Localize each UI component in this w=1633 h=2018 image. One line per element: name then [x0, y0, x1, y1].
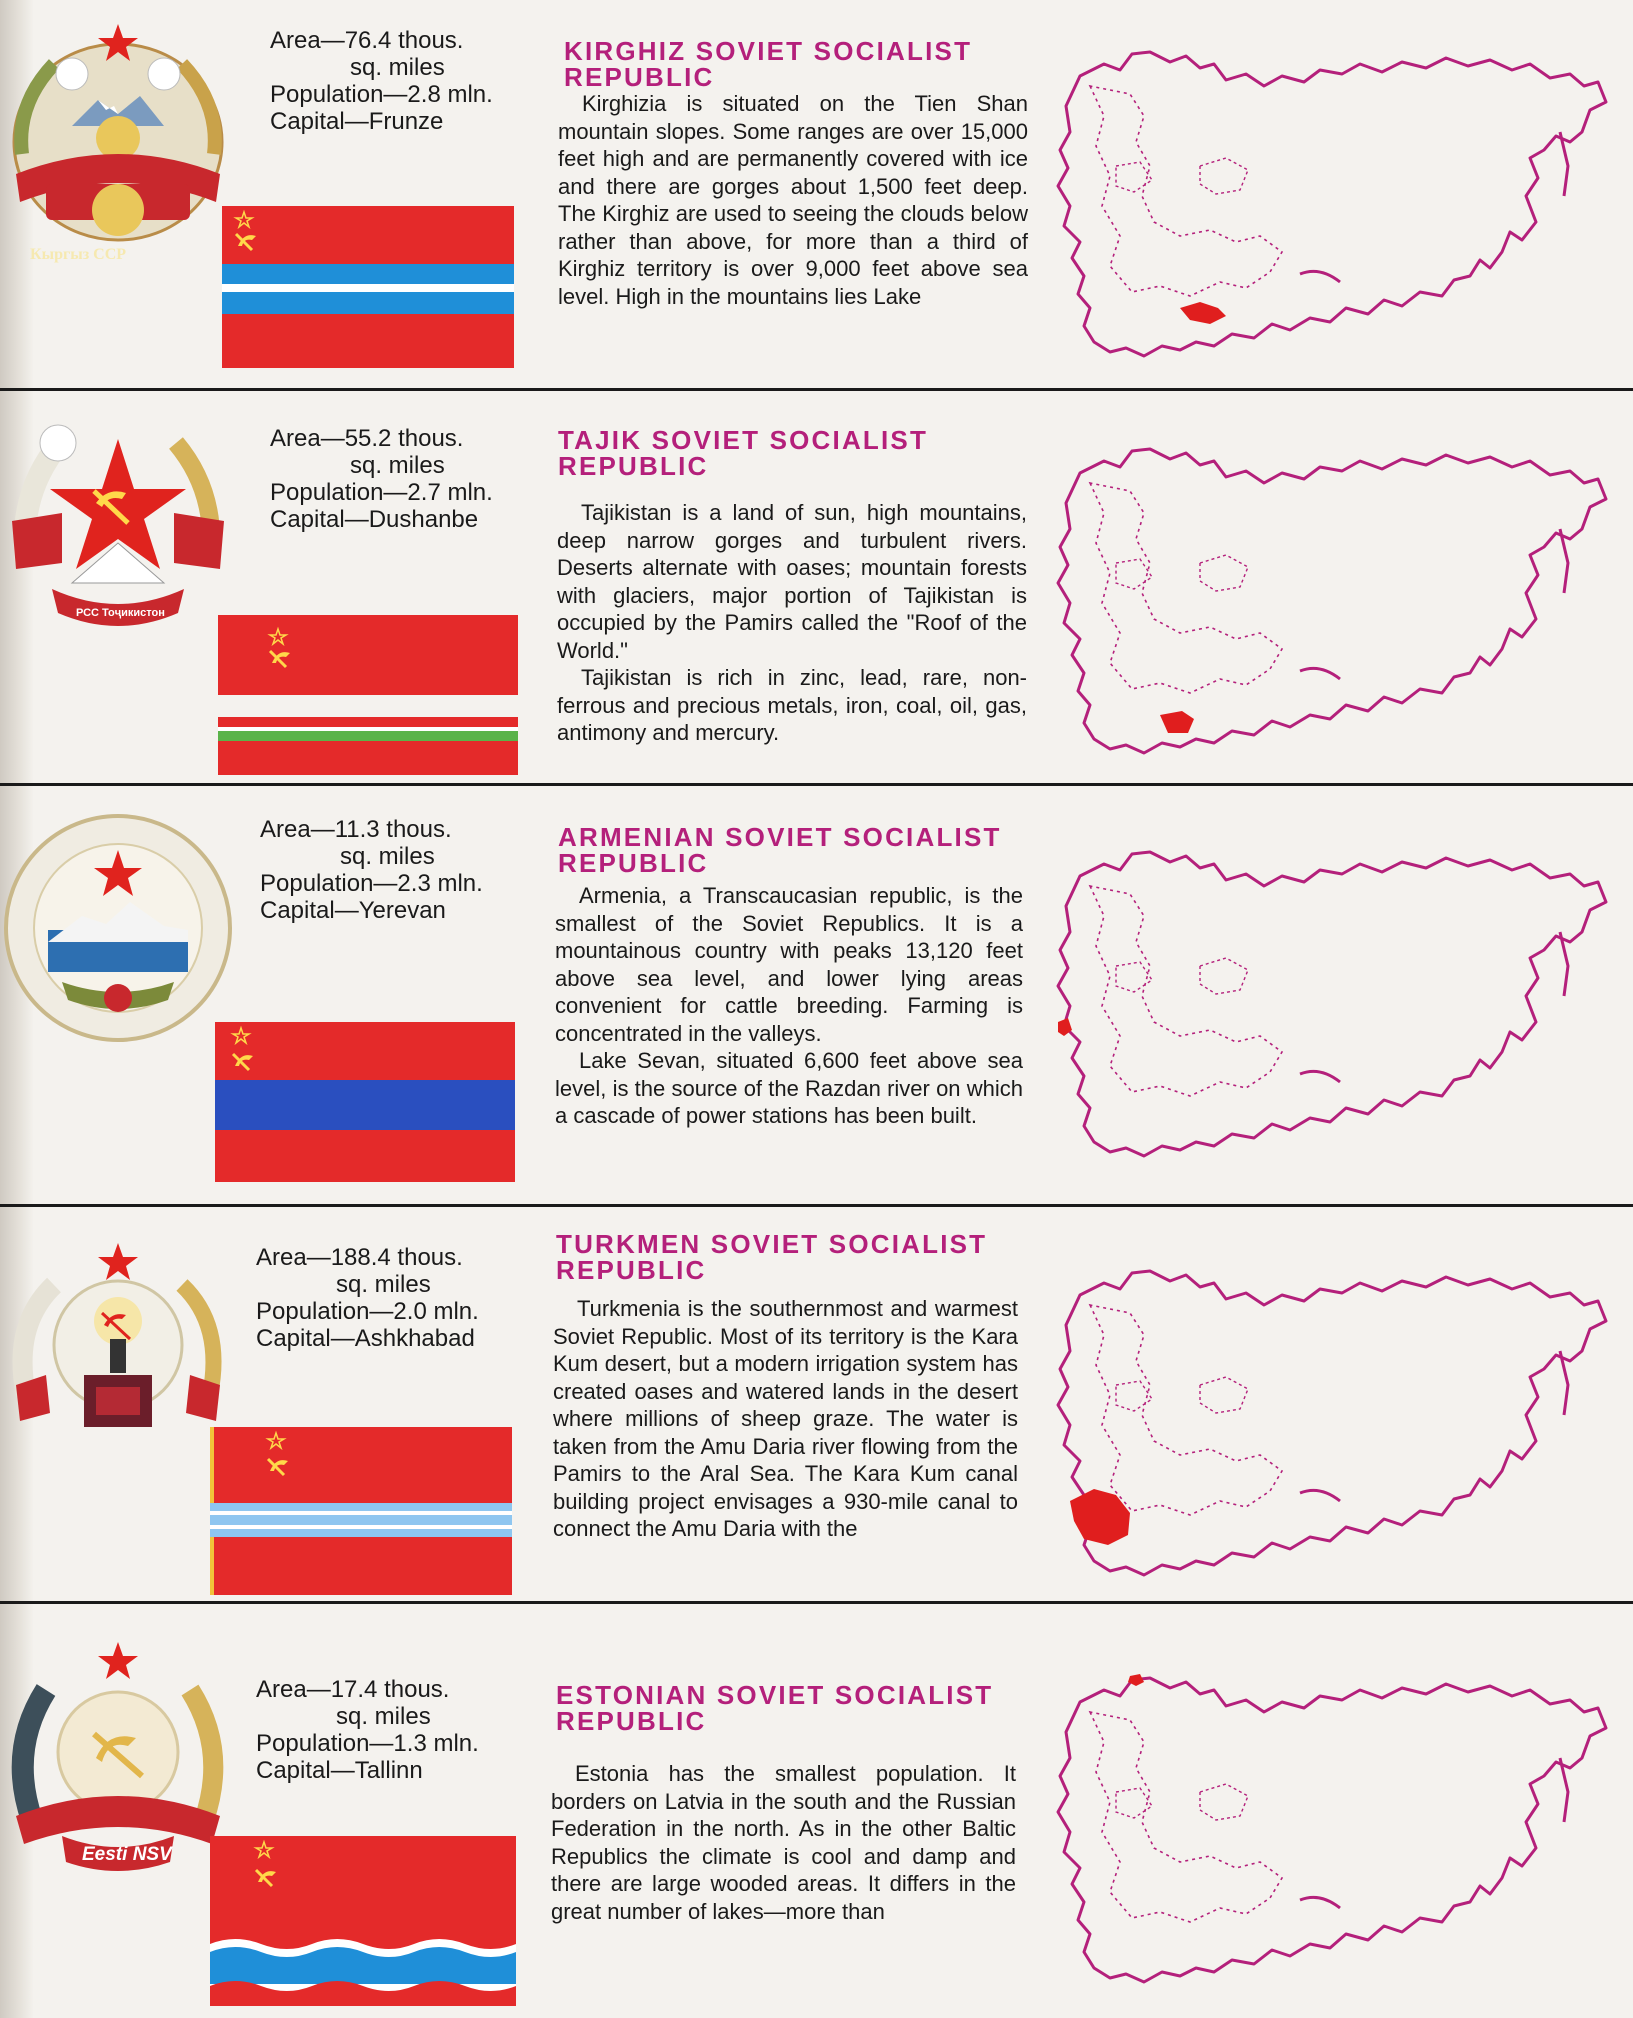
area-value: Area—76.4 thous. [270, 27, 464, 54]
tajik-emblem-motto: РСС Тоҷикистон [76, 607, 165, 619]
capital-value: Capital—Dushanbe [270, 506, 479, 533]
area-unit: sq. miles [340, 843, 435, 870]
heading-line-2: REPUBLIC [558, 848, 709, 878]
area-value: Area—55.2 thous. [270, 425, 464, 452]
tajik-heading [558, 427, 928, 479]
estonian-coat-of-arms-icon [2, 1640, 234, 1872]
population-value: Population—2.7 mln. [270, 479, 493, 506]
area-value: Area—17.4 thous. [256, 1676, 450, 1703]
capital-value: Capital—Tallinn [256, 1757, 423, 1784]
kirghiz-ssr-flag-icon [222, 206, 514, 368]
kirghiz-stats [270, 27, 493, 135]
kirghiz-description [558, 90, 1028, 310]
estonian-heading [556, 1682, 993, 1734]
ussr-map-tajik-highlight-icon [1050, 443, 1610, 763]
paragraph: Tajikistan is rich in zinc, lead, rare, non-ferrous and precious metals, iron, coal, oil, gas, antimony and mercury. [557, 665, 1027, 745]
population-value: Population—2.3 mln. [260, 870, 483, 897]
paragraph: Kirghizia is situated on the Tien Shan mountain slopes. Some ranges are over 15,000 feet high and are permanently covered with ice and there are gorges about 1,500 feet deep. The Kirghiz are used to seeing the clouds below rather than above, for more than a third of Kirghiz territory is over 9,000 feet above sea level. High in the mountains lies Lake [558, 91, 1028, 309]
heading-line-2: REPUBLIC [564, 62, 715, 92]
heading-line-1: ESTONIAN SOVIET SOCIALIST [556, 1680, 994, 1710]
area-value: Area—188.4 thous. [256, 1244, 463, 1271]
armenian-description [555, 882, 1023, 1130]
ussr-map-kirghiz-highlight-icon [1050, 46, 1610, 366]
estonian-stats [256, 1676, 479, 1784]
republic-section-kirghiz [0, 0, 1633, 380]
area-unit: sq. miles [336, 1271, 431, 1298]
turkmen-heading [556, 1231, 987, 1283]
turkmen-ssr-flag-icon [210, 1427, 512, 1595]
capital-value: Capital—Frunze [270, 108, 444, 135]
republic-section-turkmen [0, 1207, 1633, 1601]
tajik-stats [270, 425, 493, 533]
capital-value: Capital—Ashkhabad [256, 1325, 475, 1352]
paragraph: Tajikistan is a land of sun, high mountains, deep narrow gorges and turbulent rivers. Deserts alternate with oases; mountain forests with glaciers, major portion of Tajikistan is occupied by the Pamirs called the "Roof of the World." [557, 500, 1027, 663]
heading-line-2: REPUBLIC [558, 451, 709, 481]
estonian-description [551, 1760, 1016, 1925]
area-unit: sq. miles [350, 54, 445, 81]
heading-line-1: KIRGHIZ SOVIET SOCIALIST [564, 36, 973, 66]
estonian-ssr-flag-icon [210, 1836, 516, 2006]
heading-line-1: TAJIK SOVIET SOCIALIST [558, 425, 929, 455]
ussr-map-estonian-highlight-icon [1050, 1672, 1610, 1992]
heading-line-2: REPUBLIC [556, 1706, 707, 1736]
paragraph: Estonia has the smallest population. It borders on Latvia in the south and the Russian Federation in the north. As in the other Baltic Republics the climate is cool and damp and there are large wooded areas. It differs in the great number of lakes—more than [551, 1761, 1016, 1924]
armenian-stats [260, 816, 483, 924]
population-value: Population—2.0 mln. [256, 1298, 479, 1325]
turkmen-description [553, 1295, 1018, 1543]
armenian-heading [558, 824, 1002, 876]
republic-section-estonian [0, 1604, 1633, 2018]
heading-line-1: TURKMEN SOVIET SOCIALIST [556, 1229, 988, 1259]
turkmen-stats [256, 1244, 479, 1352]
area-value: Area—11.3 thous. [260, 816, 452, 843]
turkmen-coat-of-arms-icon [2, 1235, 234, 1467]
population-value: Population—2.8 mln. [270, 81, 493, 108]
tajik-description [557, 499, 1027, 747]
tajik-ssr-flag-icon [218, 615, 518, 775]
kirghiz-coat-of-arms-icon [2, 14, 234, 246]
heading-line-1: ARMENIAN SOVIET SOCIALIST [558, 822, 1002, 852]
population-value: Population—1.3 mln. [256, 1730, 479, 1757]
armenian-coat-of-arms-icon [2, 812, 234, 1044]
kirghiz-emblem-motto: Кыргыз ССР [30, 246, 127, 263]
armenian-ssr-flag-icon [215, 1022, 515, 1182]
paragraph: Armenia, a Transcaucasian republic, is the smallest of the Soviet Republics. It is a mountainous country with peaks 13,120 feet above sea level, and lower lying areas convenient for cattle breeding. Farming is concentrated in the valleys. [555, 883, 1023, 1046]
ussr-map-turkmen-highlight-icon [1050, 1265, 1610, 1585]
estonian-emblem-motto: Eesti NSV [82, 1844, 172, 1865]
republic-section-armenian [0, 786, 1633, 1204]
area-unit: sq. miles [350, 452, 445, 479]
area-unit: sq. miles [336, 1703, 431, 1730]
paragraph: Lake Sevan, situated 6,600 feet above sea level, is the source of the Razdan river on which a cascade of power stations has been built. [555, 1048, 1023, 1128]
capital-value: Capital—Yerevan [260, 897, 446, 924]
ussr-map-armenian-highlight-icon [1050, 846, 1610, 1166]
paragraph: Turkmenia is the southernmost and warmest Soviet Republic. Most of its territory is the Kara Kum desert, but a modern irrigation system has created oases and watered lands in the desert where millions of sheep graze. The water is taken from the Amu Daria river flowing from the Pamirs to the Aral Sea. The Kara Kum canal building project envisages a 930-mile canal to connect the Amu Daria with the [553, 1296, 1018, 1541]
republic-section-tajik [0, 391, 1633, 783]
kirghiz-heading [564, 38, 972, 90]
heading-line-2: REPUBLIC [556, 1255, 707, 1285]
